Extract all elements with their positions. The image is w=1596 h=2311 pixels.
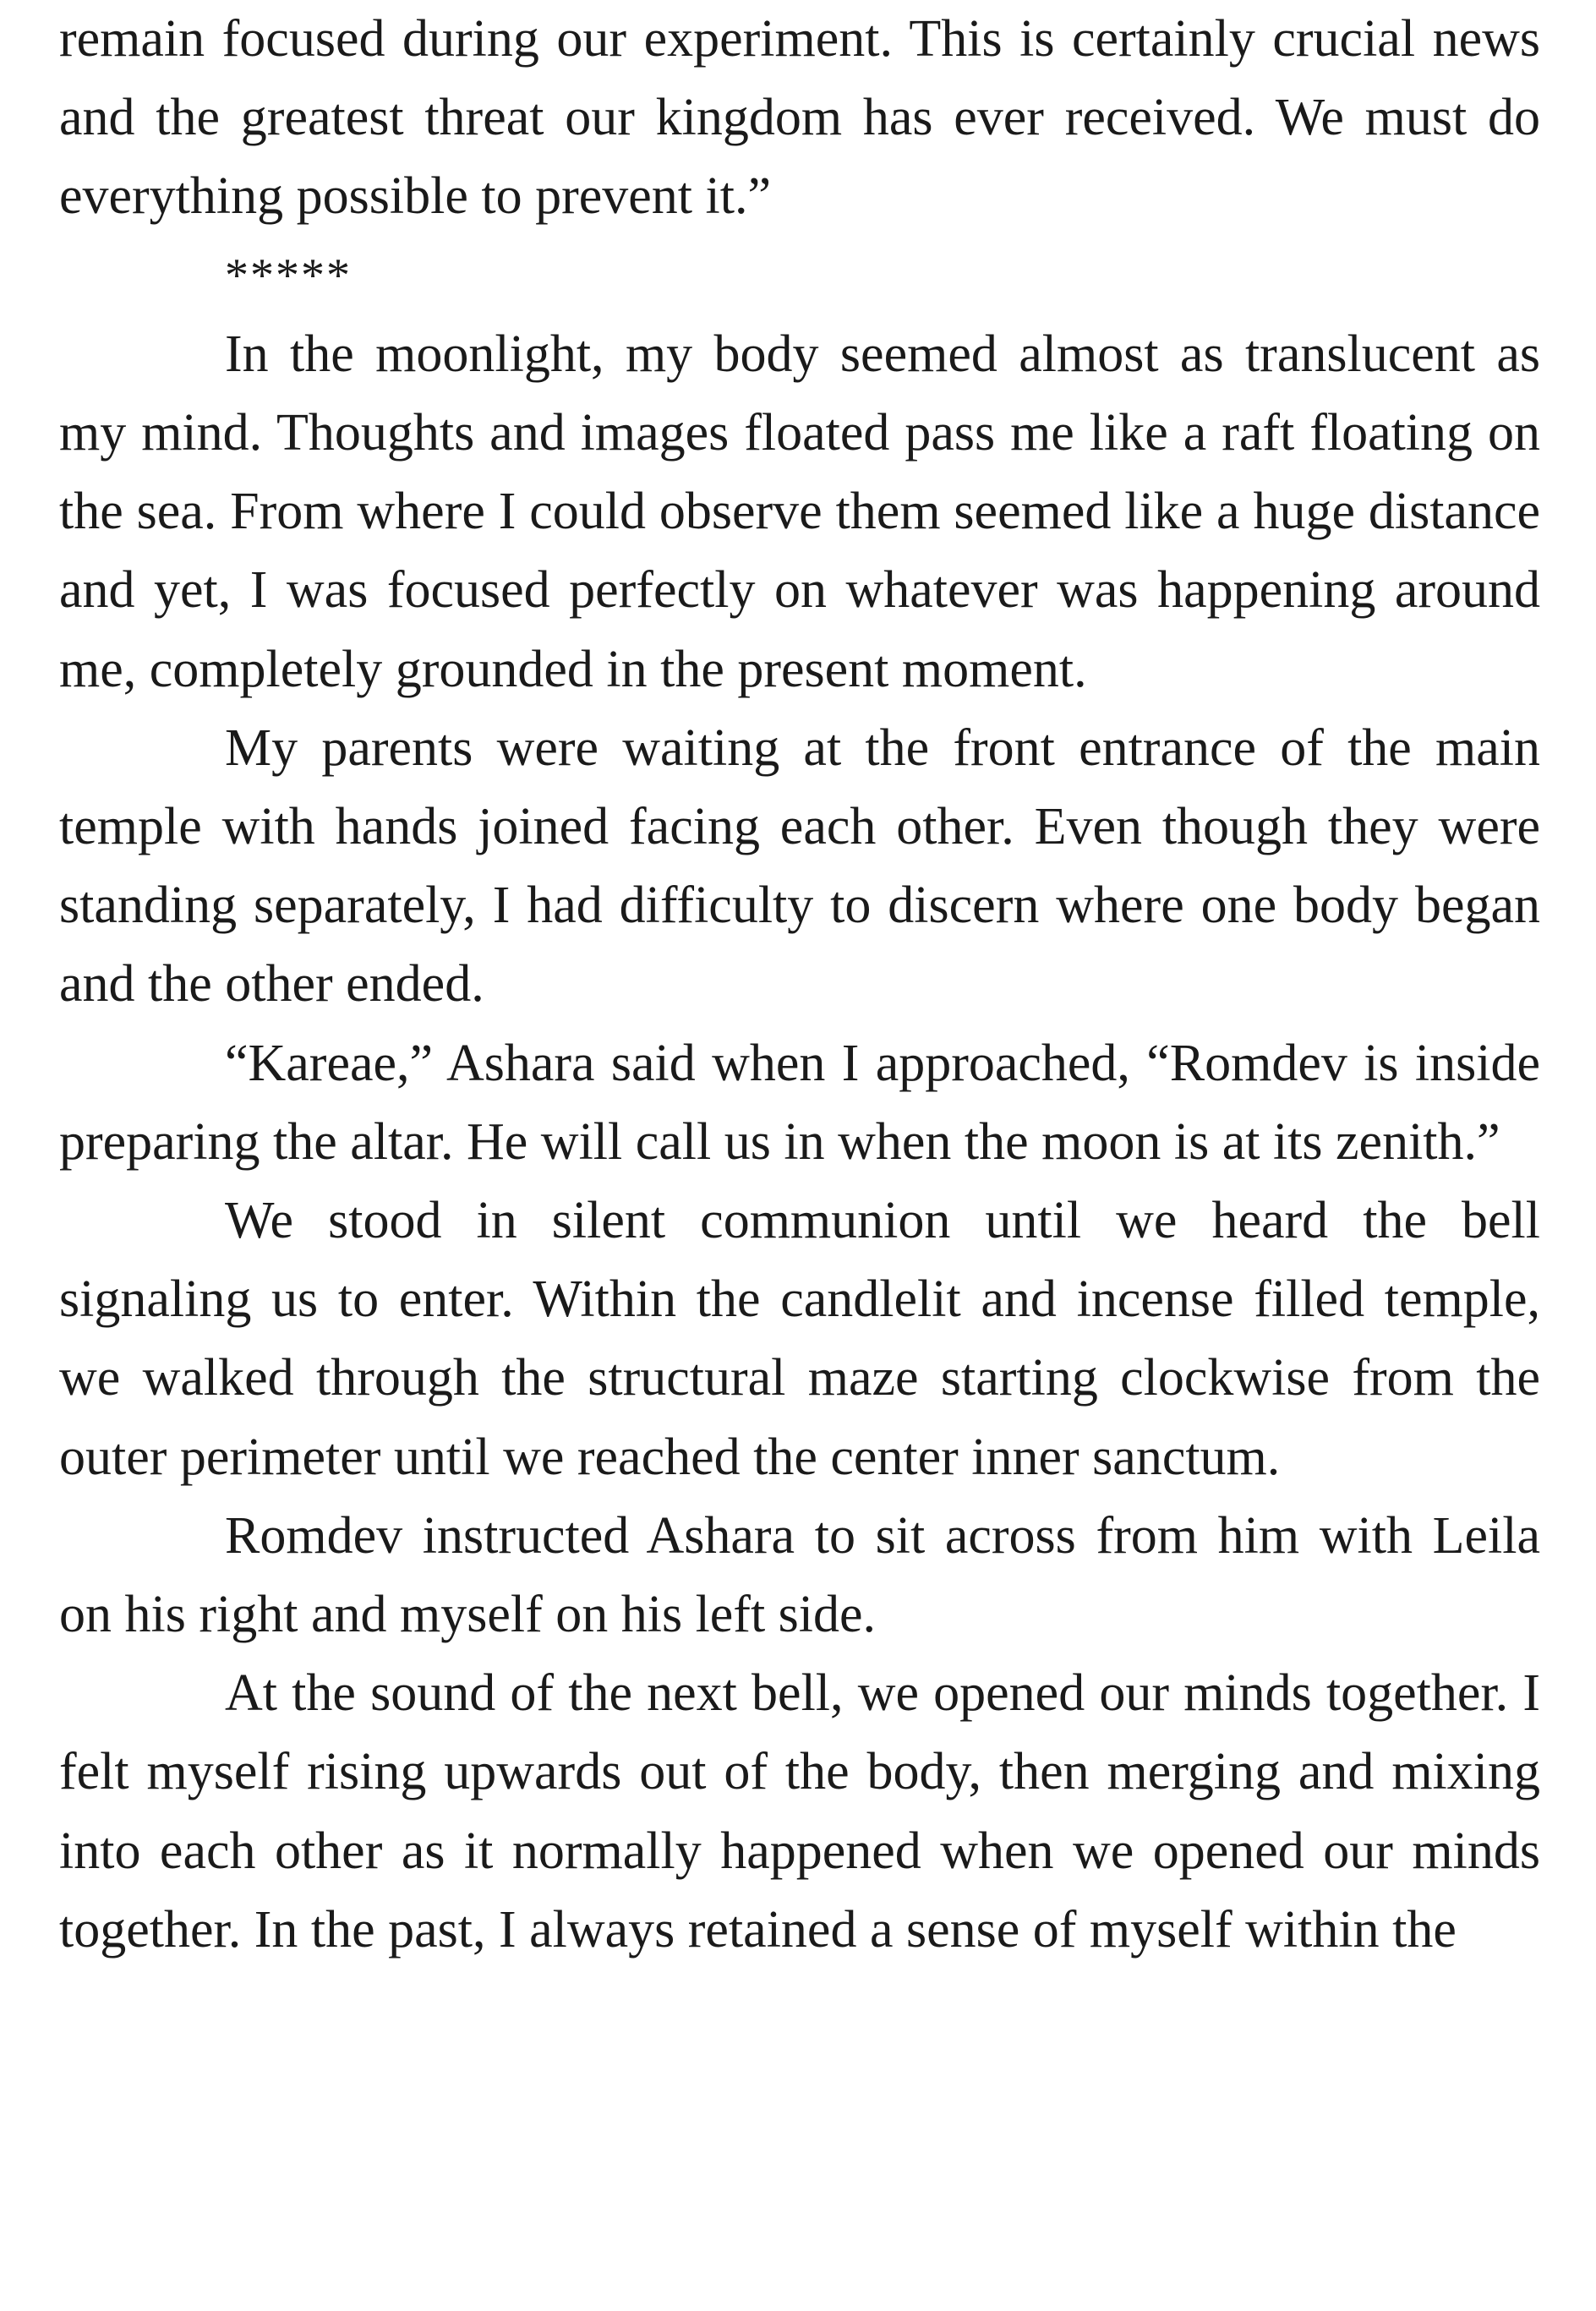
paragraph-seating: Romdev instructed Ashara to sit across from him with Leila on his right and myself on his left side. [59, 1506, 1540, 1644]
paragraph-ashara-dialogue: “Kareae,” Ashara said when I approached, “Romdev is inside preparing the altar. He will call us in when the moon is at its zenith.” [59, 1034, 1540, 1171]
book-page [59, 0, 1540, 1970]
section-break: ***** [225, 249, 352, 302]
paragraph-moonlight: In the moonlight, my body seemed almost as translucent as my mind. Thoughts and images floated pass me like a raft floating on the sea. From where I could observe them seemed like a huge distance and yet, I was focused perfectly on whatever was happening around me, completely grounded in the present moment. [59, 325, 1540, 698]
paragraph-silent-communion: We stood in silent communion until we heard the bell signaling us to enter. Within the candlelit and incense filled temple, we walked through the structural maze starting clockwise from the outer perimeter until we reached the center inner sanctum. [59, 1192, 1540, 1486]
continued-paragraph: remain focused during our experiment. This is certainly crucial news and the greatest threat our kingdom has ever received. We must do everything possible to prevent it.” [59, 10, 1540, 226]
paragraph-parents-waiting: My parents were waiting at the front entrance of the main temple with hands joined facing each other. Even though they were standing separately, I had difficulty to discern where one body began and the other ended. [59, 718, 1540, 1013]
paragraph-next-bell: At the sound of the next bell, we opened our minds together. I felt myself rising upwards out of the body, then merging and mixing into each other as it normally happened when we opened our minds together. In the past, I always retained a sense of myself within the [59, 1664, 1540, 1959]
